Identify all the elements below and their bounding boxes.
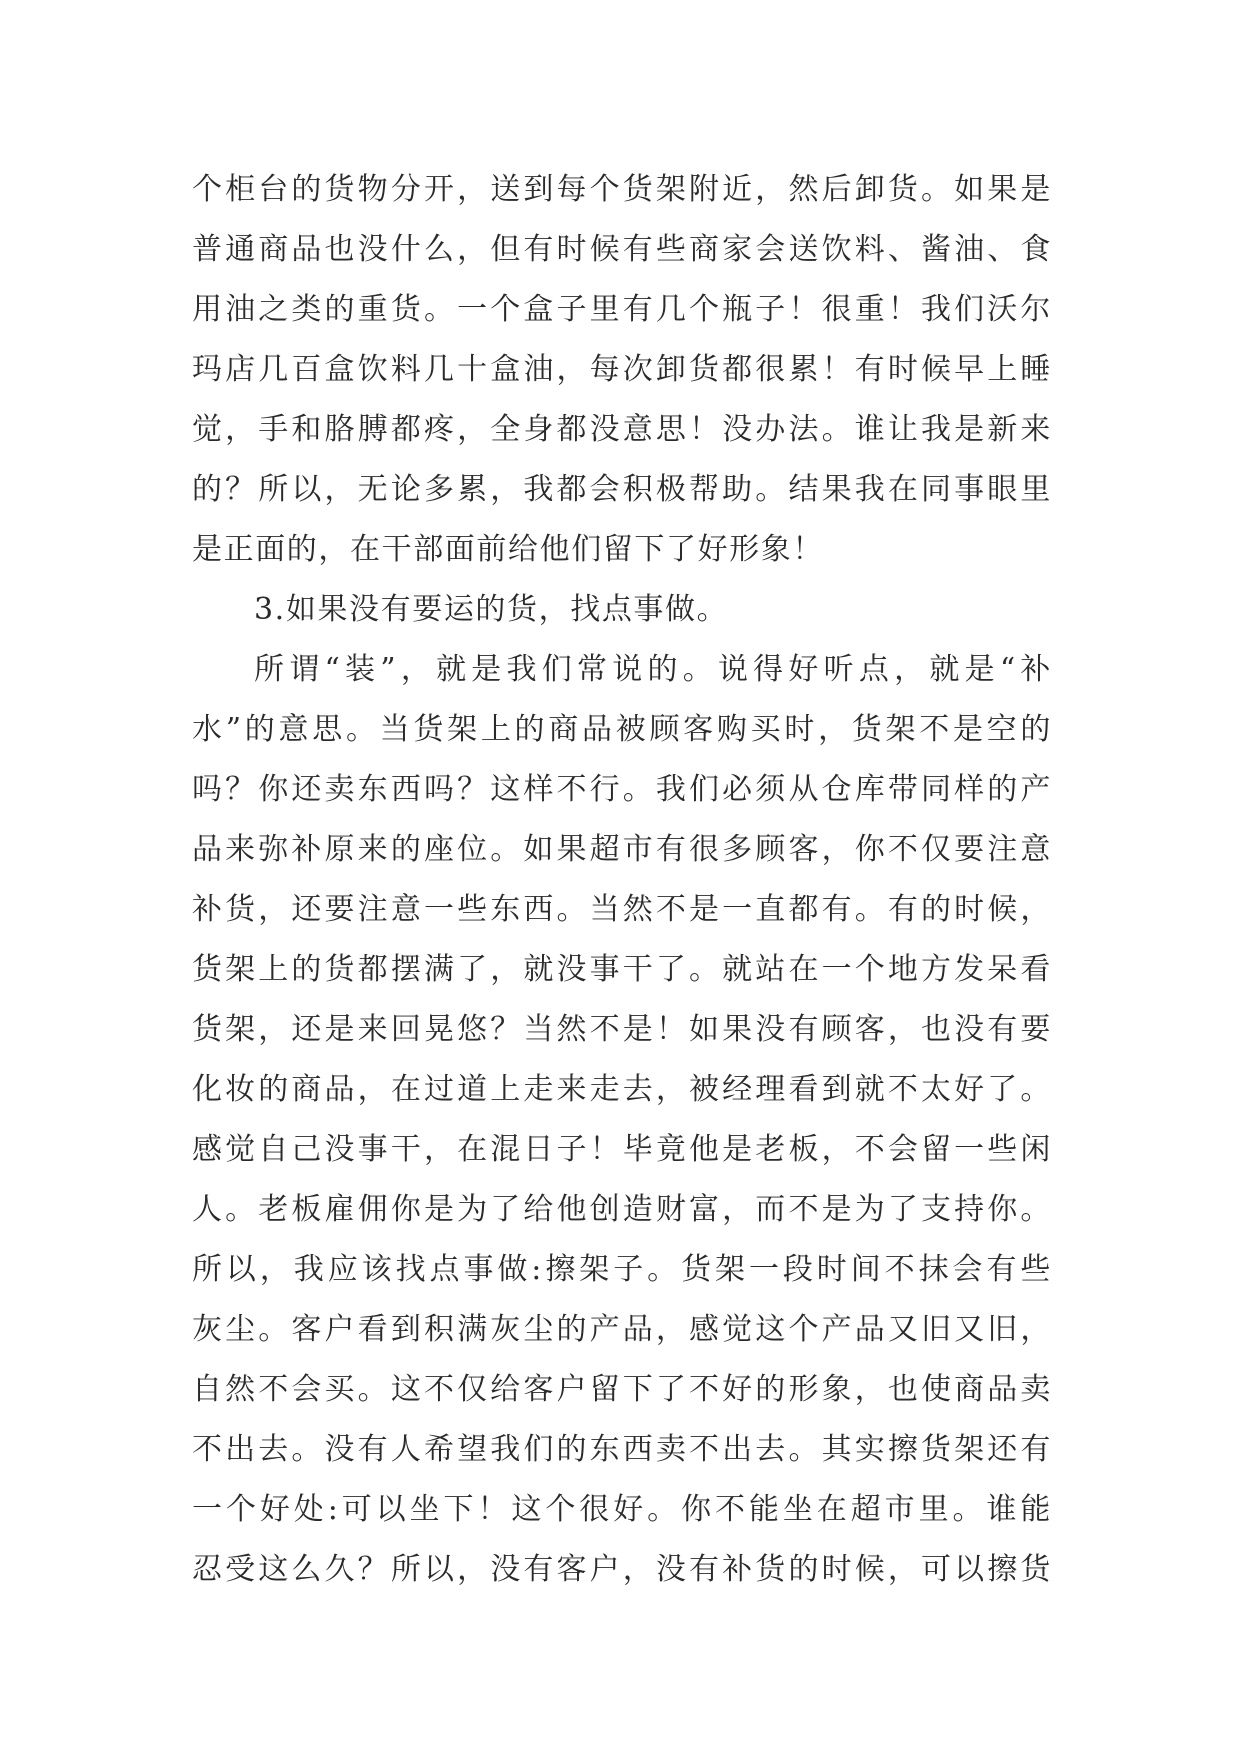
text-line: 货架上的货都摆满了，就没事干了。就站在一个地方发呆看: [192, 952, 1052, 987]
text-line: 用油之类的重货。一个盒子里有几个瓶子！很重！我们沃尔: [192, 292, 1052, 327]
text-line: 灰尘。客户看到积满灰尘的产品，感觉这个产品又旧又旧，: [192, 1312, 1052, 1347]
text-line: 所以，我应该找点事做:擦架子。货架一段时间不抹会有些: [192, 1252, 1052, 1287]
text-line: 人。老板雇佣你是为了给他创造财富，而不是为了支持你。: [192, 1192, 1052, 1227]
text-line: 的？所以，无论多累，我都会积极帮助。结果我在同事眼里: [192, 472, 1052, 507]
text-line: 忍受这么久？所以，没有客户，没有补货的时候，可以擦货: [192, 1552, 1052, 1587]
text-line: 是正面的，在干部面前给他们留下了好形象！: [192, 532, 824, 567]
text-line: 不出去。没有人希望我们的东西卖不出去。其实擦货架还有: [192, 1432, 1052, 1467]
text-line: 所谓“装”，就是我们常说的。说得好听点，就是“补: [254, 652, 1052, 687]
text-line: 感觉自己没事干，在混日子！毕竟他是老板，不会留一些闲: [192, 1132, 1052, 1167]
text-line: 吗？你还卖东西吗？这样不行。我们必须从仓库带同样的产: [192, 772, 1052, 807]
text-line: 品来弥补原来的座位。如果超市有很多顾客，你不仅要注意: [192, 832, 1052, 867]
text-line: 3.如果没有要运的货，找点事做。: [254, 592, 729, 627]
text-line: 自然不会买。这不仅给客户留下了不好的形象，也使商品卖: [192, 1372, 1052, 1407]
text-line: 觉，手和胳膊都疼，全身都没意思！没办法。谁让我是新来: [192, 412, 1052, 447]
text-line: 货架，还是来回晃悠？当然不是！如果没有顾客，也没有要: [192, 1012, 1052, 1047]
text-line: 水”的意思。当货架上的商品被顾客购买时，货架不是空的: [192, 712, 1052, 747]
text-line: 普通商品也没什么，但有时候有些商家会送饮料、酱油、食: [192, 232, 1052, 267]
text-line: 补货，还要注意一些东西。当然不是一直都有。有的时候，: [192, 892, 1052, 927]
text-line: 一个好处:可以坐下！这个很好。你不能坐在超市里。谁能: [192, 1492, 1052, 1527]
text-line: 个柜台的货物分开，送到每个货架附近，然后卸货。如果是: [192, 172, 1052, 207]
text-line: 化妆的商品，在过道上走来走去，被经理看到就不太好了。: [192, 1072, 1052, 1107]
document-body: [192, 160, 1052, 1600]
text-line: 玛店几百盒饮料几十盒油，每次卸货都很累！有时候早上睡: [192, 352, 1052, 387]
